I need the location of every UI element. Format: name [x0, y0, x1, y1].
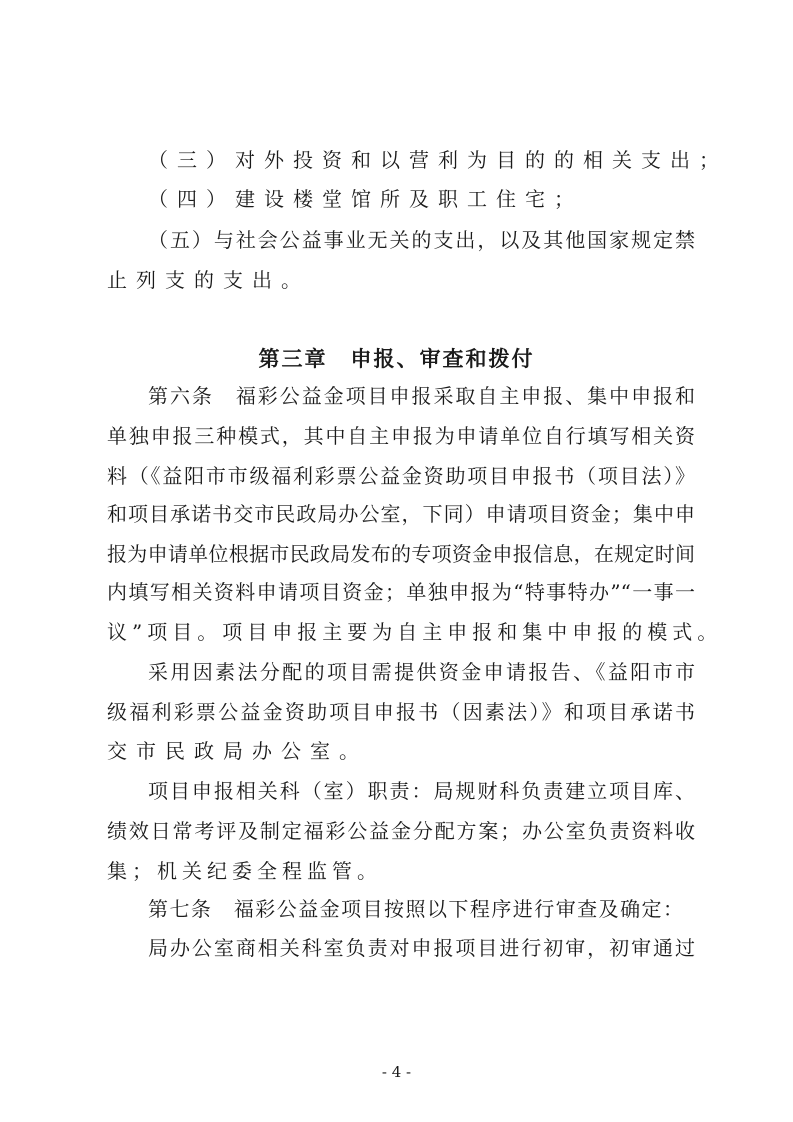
- body-line: 单独申报三种模式，其中自主申报为申请单位自行填写相关资: [107, 424, 695, 448]
- body-line: 和项目承诺书交市民政局办公室，下同）申请项目资金；集中申: [107, 502, 695, 526]
- body-line: （四）建设楼堂馆所及职工住宅；: [148, 187, 583, 211]
- body-line: 报为申请单位根据市民政局发布的专项资金申报信息，在规定时间: [107, 542, 695, 566]
- body-line: 止列支的支出。: [107, 268, 310, 292]
- chapter-heading: 第三章 申报、审查和拨付: [258, 347, 535, 371]
- body-line: 局办公室商相关科室负责对申报项目进行初审，初审通过: [148, 936, 695, 960]
- body-line: 集；机关纪委全程监管。: [107, 859, 382, 883]
- body-line: 料（《益阳市市级福利彩票公益金资助项目申报书（项目法）》: [107, 464, 695, 488]
- body-line: 交市民政局办公室。: [107, 739, 368, 763]
- page-number: - 4 -: [381, 1063, 412, 1081]
- body-line: 第六条 福彩公益金项目申报采取自主申报、集中申报和: [148, 384, 695, 408]
- body-line: 议”项目。项目申报主要为自主申报和集中申报的模式。: [107, 620, 723, 644]
- body-line: （五）与社会公益事业无关的支出，以及其他国家规定禁: [148, 228, 695, 252]
- body-line: 绩效日常考评及制定福彩公益金分配方案；办公室负责资料收: [107, 819, 695, 843]
- body-line: 第七条 福彩公益金项目按照以下程序进行审查及确定：: [148, 897, 683, 921]
- body-line: 级福利彩票公益金资助项目申报书（因素法）》和项目承诺书: [107, 700, 695, 724]
- body-line: 内填写相关资料申请项目资金；单独申报为“特事特办”“一事一: [107, 580, 695, 604]
- body-line: 采用因素法分配的项目需提供资金申请报告、《益阳市市: [148, 660, 695, 684]
- body-line: （三）对外投资和以营利为目的的相关支出；: [148, 148, 728, 172]
- body-line: 项目申报相关科（室）职责：局规财科负责建立项目库、: [148, 779, 695, 803]
